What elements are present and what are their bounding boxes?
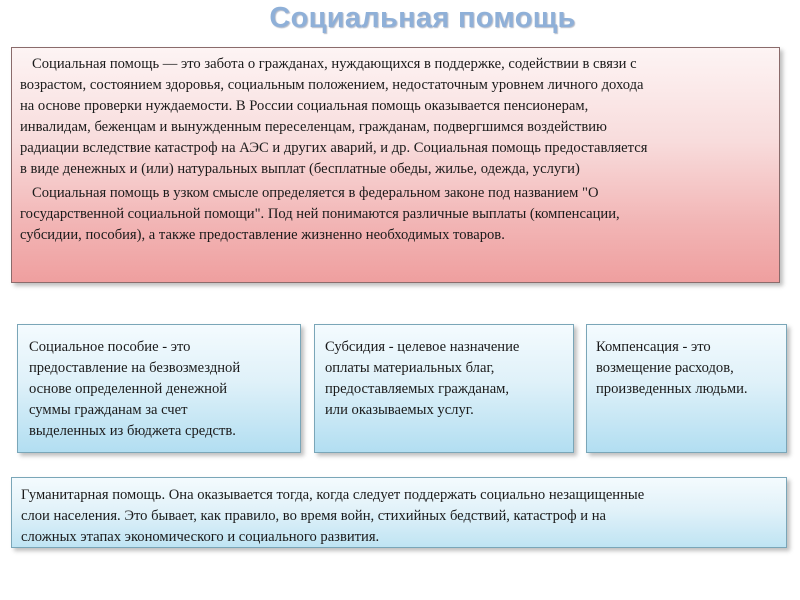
text-line: оплаты материальных благ, xyxy=(325,360,495,376)
social-assistance-definition-box xyxy=(11,47,780,283)
text-line: произведенных людьми. xyxy=(596,381,748,397)
definition-paragraph-1 xyxy=(20,54,769,180)
text-line: Компенсация - это xyxy=(596,339,711,355)
text-line: возрастом, состоянием здоровья, социальным положением, недостаточным уровнем личного дохода xyxy=(20,77,644,93)
text-line: Субсидия - целевое назначение xyxy=(325,339,520,355)
text-line: возмещение расходов, xyxy=(596,360,734,376)
text-line: суммы гражданам за счет xyxy=(29,402,188,418)
text-line: основе определенной денежной xyxy=(29,381,228,397)
text-line: или оказываемых услуг. xyxy=(325,402,474,418)
compensation-box xyxy=(586,324,787,453)
definition-paragraph-2 xyxy=(20,183,769,246)
subsidy-box xyxy=(314,324,574,453)
text-line: предоставление на безвозмездной xyxy=(29,360,241,376)
text-line: радиации вследствие катастроф на АЭС и других аварий, и др. Социальная помощь предоставляется xyxy=(20,140,648,156)
text-line: Социальная помощь — это забота о гражданах, нуждающихся в поддержке, содействии в связи с xyxy=(32,56,637,72)
text-line: Гуманитарная помощь. Она оказывается тогда, когда следует поддержать социально незащищенные xyxy=(21,487,645,503)
text-line: в виде денежных и (или) натуральных выплат (бесплатные обеды, жилье, одежда, услуги) xyxy=(20,161,580,177)
text-line: сложных этапах экономического и социального развития. xyxy=(21,529,380,545)
text-line: государственной социальной помощи". Под ней понимаются различные выплаты (компенсации, xyxy=(20,206,620,222)
text-line: Социальное пособие - это xyxy=(29,339,191,355)
text-line: на основе проверки нуждаемости. В России социальная помощь оказывается пенсионерам, xyxy=(20,98,589,114)
humanitarian-aid-box xyxy=(11,477,787,548)
slide-title: Социальная помощь xyxy=(269,2,576,34)
text-line: слои населения. Это бывает, как правило, во время войн, стихийных бедствий, катастроф и на xyxy=(21,508,607,524)
text-line: инвалидам, беженцам и вынужденным переселенцам, гражданам, подвергшимся воздействию xyxy=(20,119,607,135)
text-line: выделенных из бюджета средств. xyxy=(29,423,236,439)
social-benefit-box xyxy=(17,324,301,453)
text-line: предоставляемых гражданам, xyxy=(325,381,510,397)
text-line: Социальная помощь в узком смысле определяется в федеральном законе под названием "О xyxy=(32,185,599,201)
text-line: субсидии, пособия), а также предоставление жизненно необходимых товаров. xyxy=(20,227,505,243)
